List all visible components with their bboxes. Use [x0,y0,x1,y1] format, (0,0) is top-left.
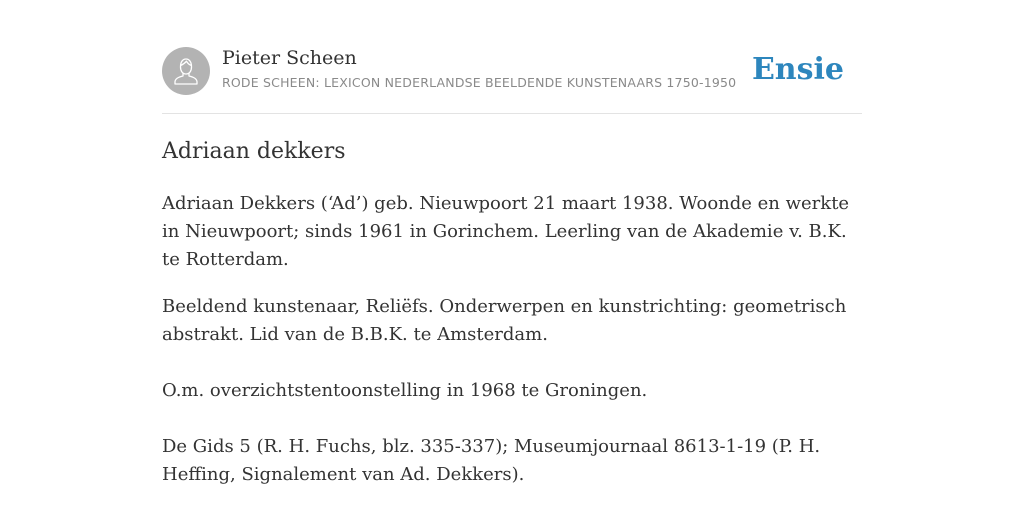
author-name[interactable]: Pieter Scheen [222,47,357,69]
article-body [162,190,862,489]
author-header [162,46,862,96]
paragraph-biography: Adriaan Dekkers (‘Ad’) geb. Nieuwpoort 21 maart 1938. Woonde en werkte in Nieuwpoort; sinds 1961 in Gorinchem. Leerling van de Akademie v. B.K. te Rotterdam. [162,193,850,270]
paragraph-exhibitions: O.m. overzichtstentoonstelling in 1968 te Groningen. [162,380,648,401]
header-divider [162,113,862,114]
paragraph-art-style: Beeldend kunstenaar, Reliëfs. Onderwerpen en kunstrichting: geometrisch abstrakt. Lid van de B.B.K. te Amsterdam. [162,296,847,345]
author-avatar[interactable] [162,47,210,95]
ensie-logo[interactable]: Ensie [751,52,844,87]
article-title: Adriaan dekkers [162,139,346,164]
paragraph-references: De Gids 5 (R. H. Fuchs, blz. 335-337); Museumjournaal 8613-1-19 (P. H. Heffing, Signalement van Ad. Dekkers). [162,436,821,485]
source-title[interactable]: RODE SCHEEN: LEXICON NEDERLANDSE BEELDENDE KUNSTENAARS 1750-1950 [222,75,737,90]
user-silhouette-icon [162,47,210,95]
